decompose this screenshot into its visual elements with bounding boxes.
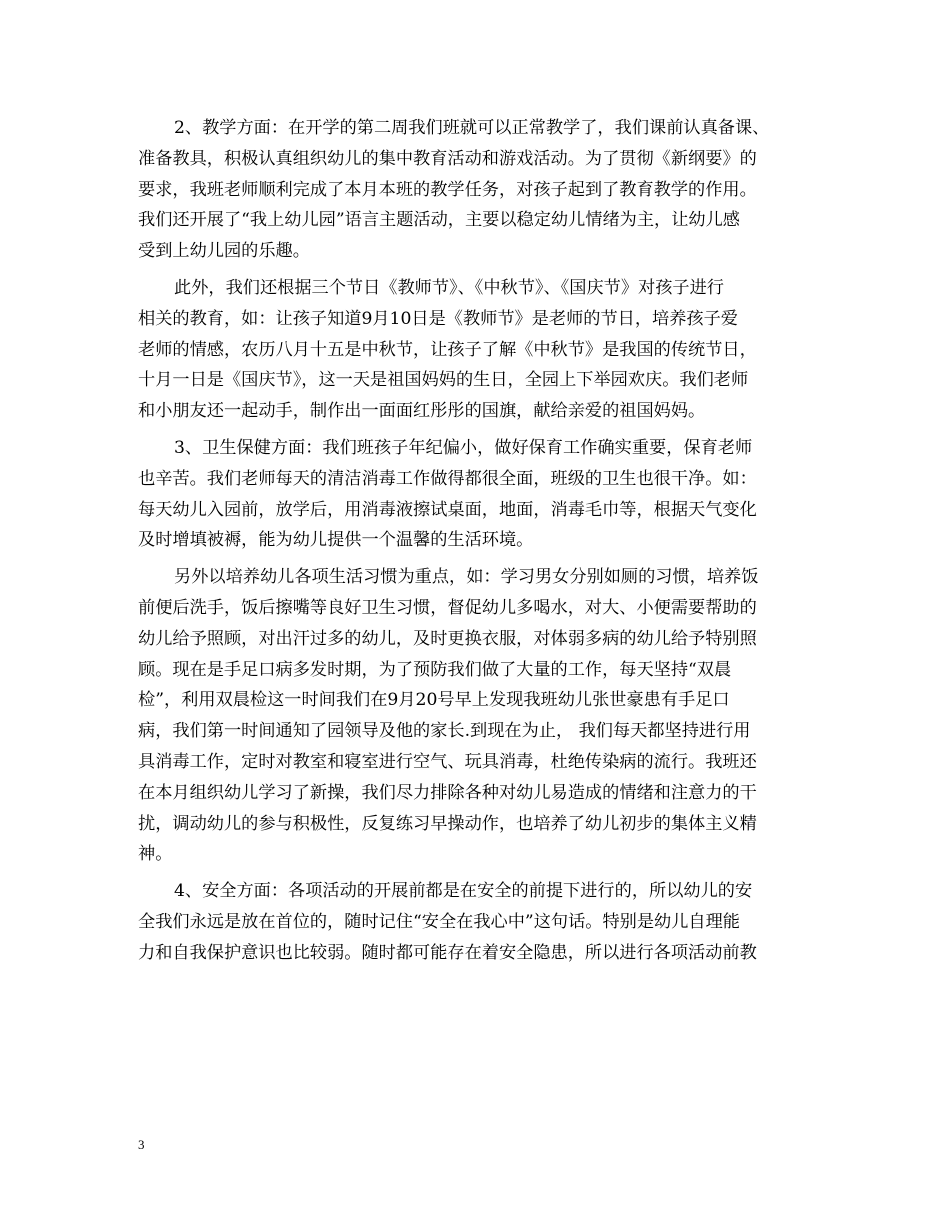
- text-line: 4、安全方面：各项活动的开展前都是在安全的前提下进行的，所以幼儿的安: [174, 881, 753, 902]
- paragraph-festivals: [138, 273, 814, 427]
- text-line: 全我们永远是放在首位的，随时记住“安全在我心中”这句话。特别是幼儿自理能: [138, 911, 740, 932]
- text-line: 3、卫生保健方面：我们班孩子年纪偏小，做好保育工作确实重要，保育老师: [174, 437, 753, 458]
- text-line: 检”，利用双晨检这一时间我们在9月20号早上发现我班幼儿张世豪患有手足口: [138, 690, 730, 711]
- text-line: 受到上幼儿园的乐趣。: [138, 241, 310, 262]
- text-line: 2、教学方面：在开学的第二周我们班就可以正常教学了，我们课前认真备课、: [174, 118, 770, 138]
- text-line: 神。: [138, 844, 173, 865]
- text-line: 每天幼儿入园前，放学后，用消毒液擦试桌面，地面，消毒毛巾等，根据天气变化: [138, 499, 757, 520]
- text-line: 在本月组织幼儿学习了新操，我们尽力排除各种对幼儿易造成的情绪和注意力的干: [138, 782, 757, 803]
- page-number: 3: [138, 1137, 145, 1152]
- document-body: [138, 113, 814, 975]
- text-line: 要求，我班老师顺利完成了本月本班的教学任务，对孩子起到了教育教学的作用。: [138, 179, 757, 200]
- text-line: 具消毒工作，定时对教室和寝室进行空气、玩具消毒，杜绝传染病的流行。我班还: [138, 751, 757, 772]
- paragraph-hygiene: [138, 433, 814, 556]
- text-line: 力和自我保护意识也比较弱。随时都可能存在着安全隐患，所以进行各项活动前教: [138, 942, 757, 963]
- text-line: 扰，调动幼儿的参与积极性，反复练习早操动作，也培养了幼儿初步的集体主义精: [138, 813, 757, 834]
- text-line: 此外，我们还根据三个节日《教师节》、《中秋节》、《国庆节》对孩子进行: [174, 277, 724, 298]
- text-line: 准备教具，积极认真组织幼儿的集中教育活动和游戏活动。为了贯彻《新纲要》的: [138, 148, 757, 169]
- paragraph-teaching: [138, 113, 814, 267]
- paragraph-safety: [138, 876, 814, 968]
- text-line: 我们还开展了“我上幼儿园”语言主题活动，主要以稳定幼儿情绪为主，让幼儿感: [138, 210, 740, 231]
- text-line: 也辛苦。我们老师每天的清洁消毒工作做得都很全面，班级的卫生也很干净。如：: [138, 468, 757, 489]
- text-line: 和小朋友还一起动手，制作出一面面红彤彤的国旗，献给亲爱的祖国妈妈。: [138, 401, 706, 422]
- text-line: 及时增填被褥，能为幼儿提供一个温馨的生活环境。: [138, 530, 534, 551]
- text-line: 相关的教育，如：让孩子知道9月10日是《教师节》是老师的节日，培养孩子爱: [138, 308, 738, 329]
- text-line: 另外以培养幼儿各项生活习惯为重点，如：学习男女分别如厕的习惯，培养饭: [174, 567, 759, 588]
- text-line: 老师的情感，农历八月十五是中秋节，让孩子了解《中秋节》是我国的传统节日，: [138, 339, 757, 360]
- text-line: 幼儿给予照顾，对出汗过多的幼儿，及时更换衣服，对体弱多病的幼儿给予特别照: [138, 628, 757, 649]
- text-line: 十月一日是《国庆节》，这一天是祖国妈妈的生日，全园上下举园欢庆。我们老师: [138, 370, 749, 391]
- text-line: 前便后洗手，饭后擦嘴等良好卫生习惯，督促幼儿多喝水，对大、小便需要帮助的: [138, 597, 757, 618]
- text-line: 病，我们第一时间通知了园领导及他的家长.到现在为止， 我们每天都坚持进行用: [138, 721, 751, 742]
- text-line: 顾。现在是手足口病多发时期，为了预防我们做了大量的工作，每天坚持“双晨: [138, 659, 732, 680]
- paragraph-habits: [138, 562, 814, 870]
